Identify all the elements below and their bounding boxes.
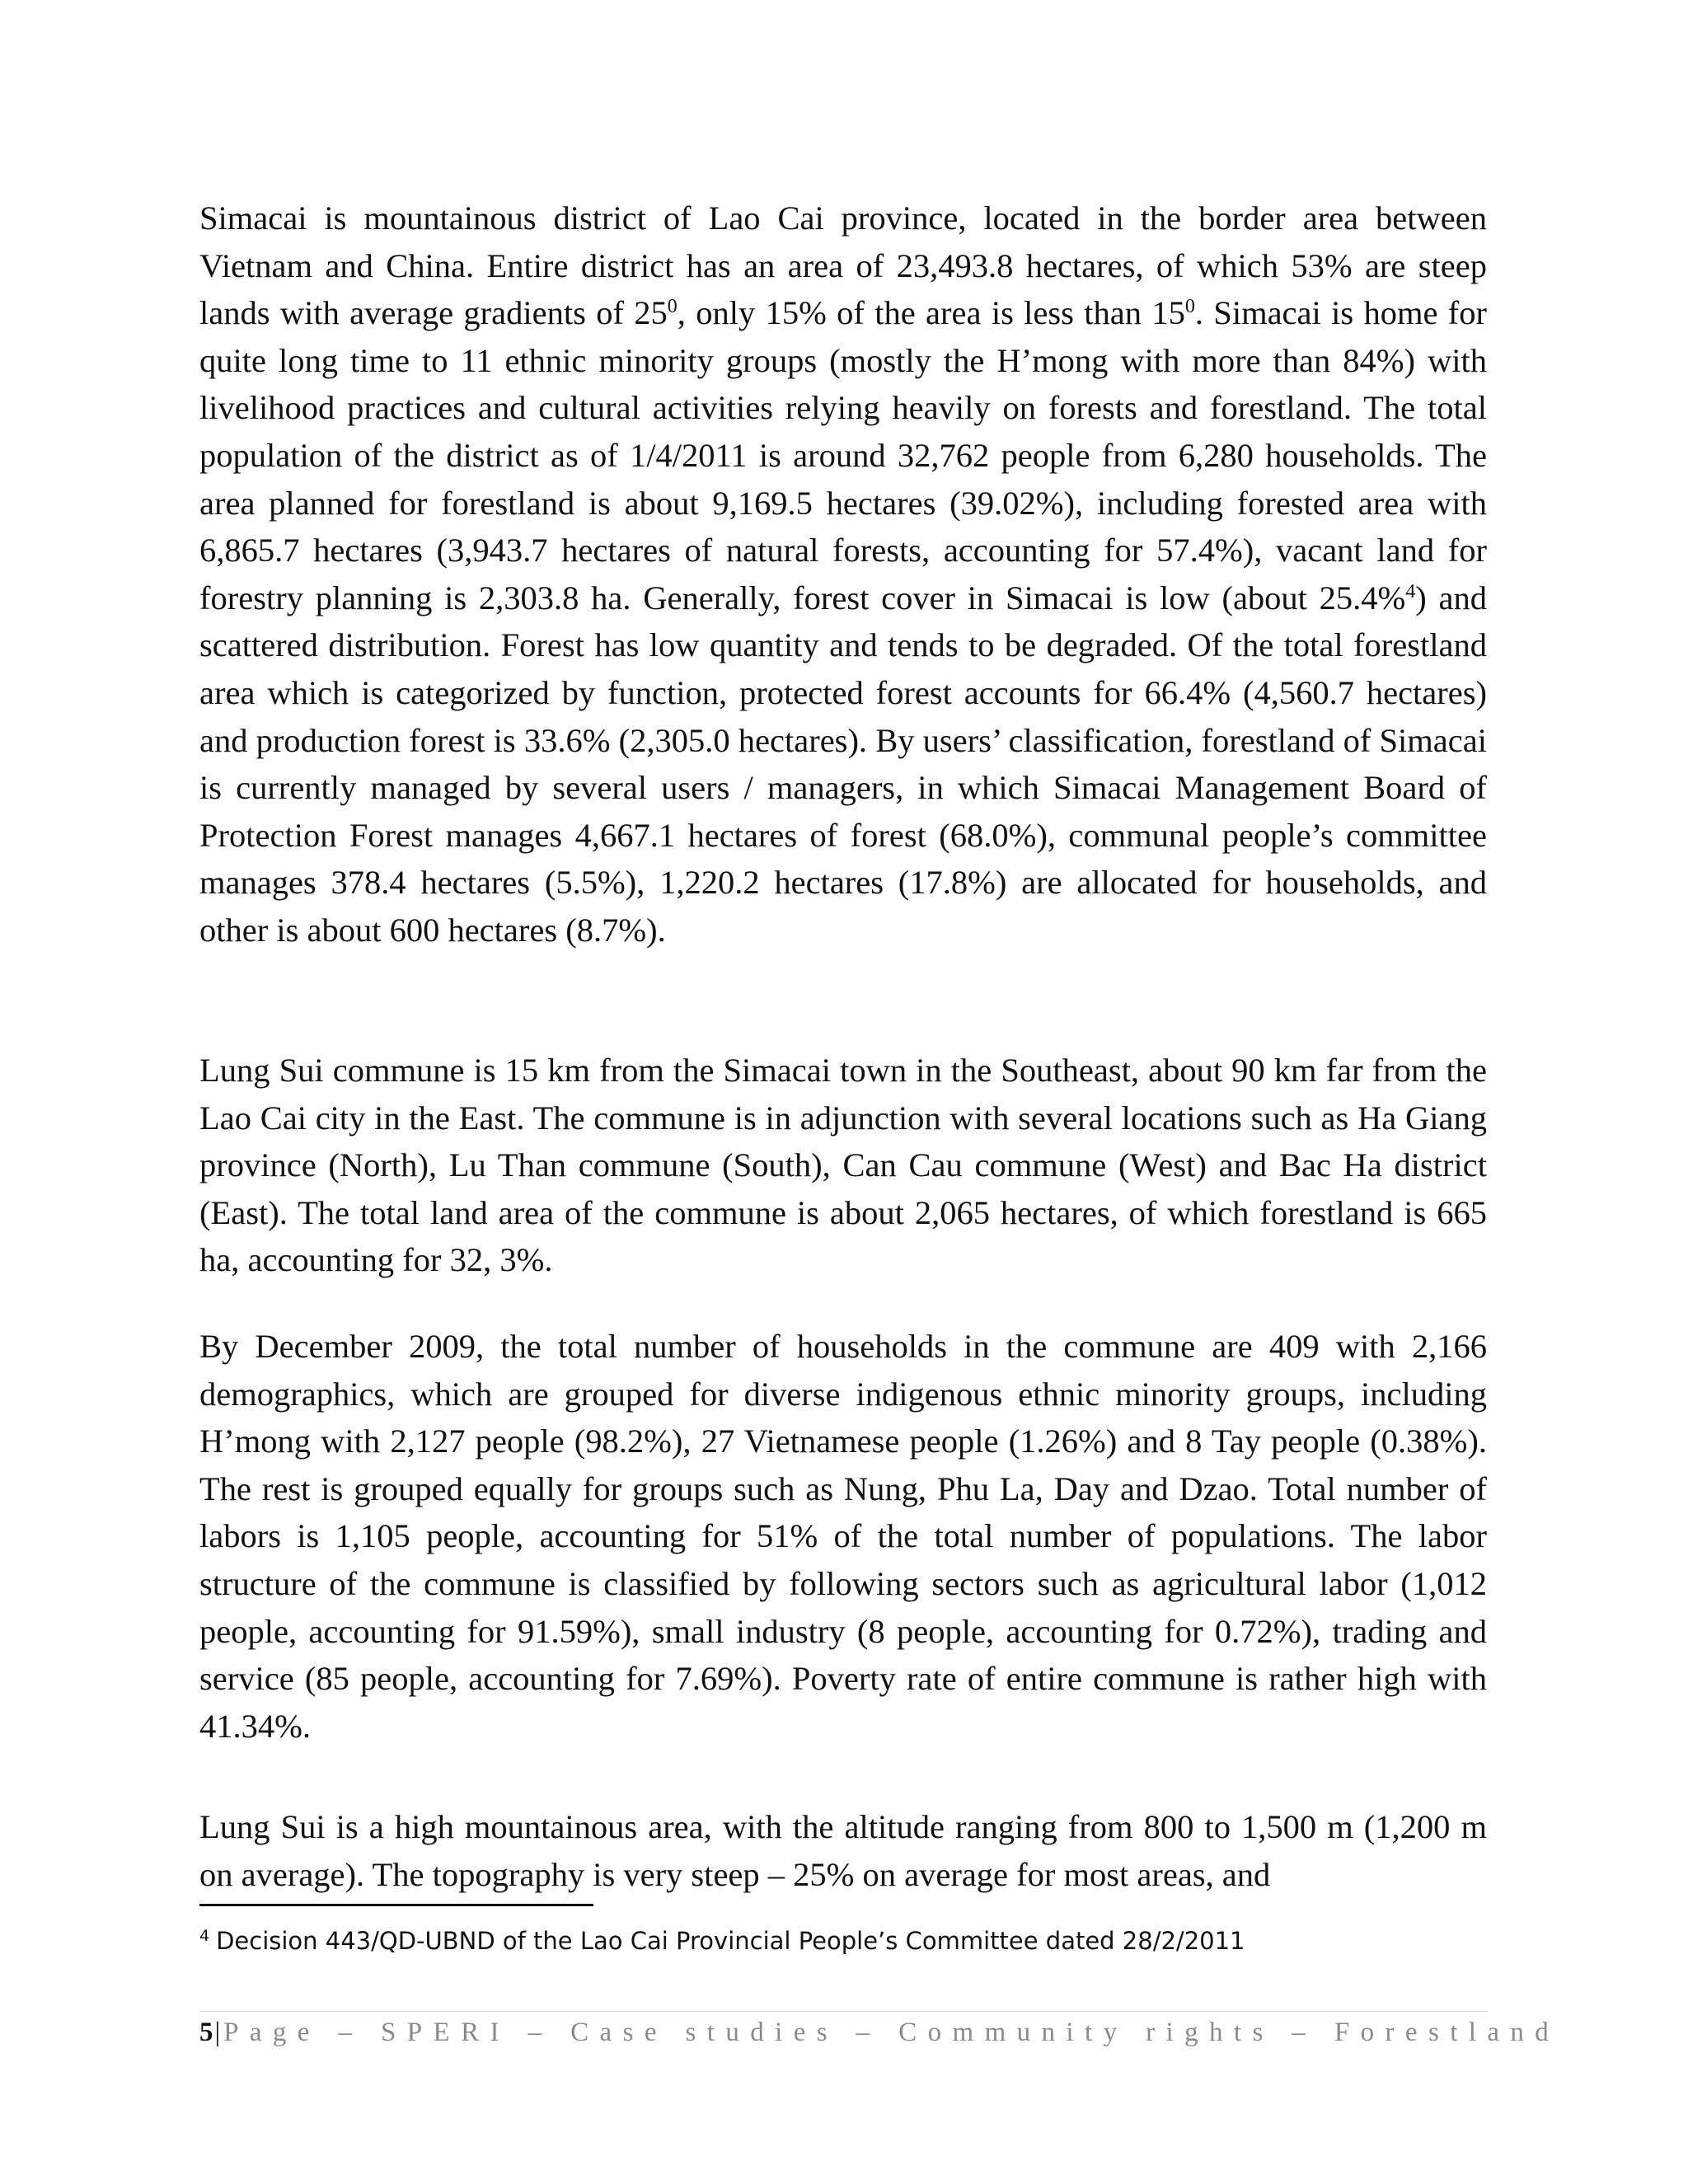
paragraph-text: ) and scattered distribution. Forest has low quantity and tends to be degraded. Of the total forestland area which is categorized by function, protected forest accounts for 66.4% (4,560.7 hectares) and production forest is 33.6% (2,305.0 hectares). By users’ classification, forestland of Simacai is currently managed by several users / managers, in which Simacai Management Board of Protection Forest manages 4,667.1 hectares of forest (68.0%), communal people’s committee manages 378.4 hectares (5.5%), 1,220.2 hectares (17.8%) are allocated for households, and other is about 600 hectares (8.7%). <box>199 579 1487 949</box>
paragraph-lung-sui-location: Lung Sui commune is 15 km from the Simacai town in the Southeast, about 90 km far from the Lao Cai city in the East. The commune is in adjunction with several locations such as Ha Giang province (North), Lu Than commune (South), Can Cau commune (West) and Bac Ha district (East). The total land area of the commune is about 2,065 hectares, of which forestland is 665 ha, accounting for 32, 3%. <box>199 1052 1487 1279</box>
footer-text: Page – SPERI – Case studies – Community rights – Forestland <box>223 2018 1560 2047</box>
paragraph-text: , only 15% of the area is less than 15 <box>677 294 1185 332</box>
superscript-degree: 0 <box>667 296 678 318</box>
page-footer <box>199 2014 1560 2050</box>
footnote-text: Decision 443/QD-UBND of the Lao Cai Provincial People’s Committee dated 28/2/2011 <box>216 1927 1245 1955</box>
paragraph-text: . Simacai is home for quite long time to 11 ethnic minority groups (mostly the H’mong with more than 84%) with livelihood practices and cultural activities relying heavily on forests and forestland. The total population of the district as of 1/4/2011 is around 32,762 people from 6,280 households. The area planned for forestland is about 9,169.5 hectares (39.02%), including forested area with 6,865.7 hectares (3,943.7 hectares of natural forests, accounting for 57.4%), vacant land for forestry planning is 2,303.8 ha. Generally, forest cover in Simacai is low (about 25.4% <box>199 294 1487 616</box>
footnote-mark: 4 <box>199 1927 210 1945</box>
paragraph-text: Simacai is mountainous district of Lao Cai province, located in the border area between Vietnam and China. Entire district has an area of 23,493.8 hectares, of which 53% are steep lands with average gradients of 25 <box>199 199 1487 332</box>
footnote <box>199 1924 1485 1957</box>
footer-separator: | <box>214 2018 221 2047</box>
paragraph-simacai-district <box>199 194 1487 954</box>
footnote-divider <box>199 1904 593 1906</box>
paragraph-topography: Lung Sui is a high mountainous area, with the altitude ranging from 800 to 1,500 m (1,200 m on average). The topography is very steep – 25% on average for most areas, and <box>199 1808 1487 1893</box>
paragraph-households-demographics: By December 2009, the total number of households in the commune are 409 with 2,166 demographics, which are grouped for diverse indigenous ethnic minority groups, including H’mong with 2,127 people (98.2%), 27 Vietnamese people (1.26%) and 8 Tay people (0.38%). The rest is grouped equally for groups such as Nung, Phu La, Day and Dzao. Total number of labors is 1,105 people, accounting for 51% of the total number of populations. The labor structure of the commune is classified by following sectors such as agricultural labor (1,012 people, accounting for 91.59%), small industry (8 people, accounting for 0.72%), trading and service (85 people, accounting for 7.69%). Poverty rate of entire commune is rather high with 41.34%. <box>199 1328 1487 1745</box>
superscript-degree: 0 <box>1184 296 1195 318</box>
footer-divider <box>199 2011 1487 2012</box>
footnote-reference[interactable]: 4 <box>1405 580 1416 602</box>
page-number: 5 <box>199 2018 213 2047</box>
